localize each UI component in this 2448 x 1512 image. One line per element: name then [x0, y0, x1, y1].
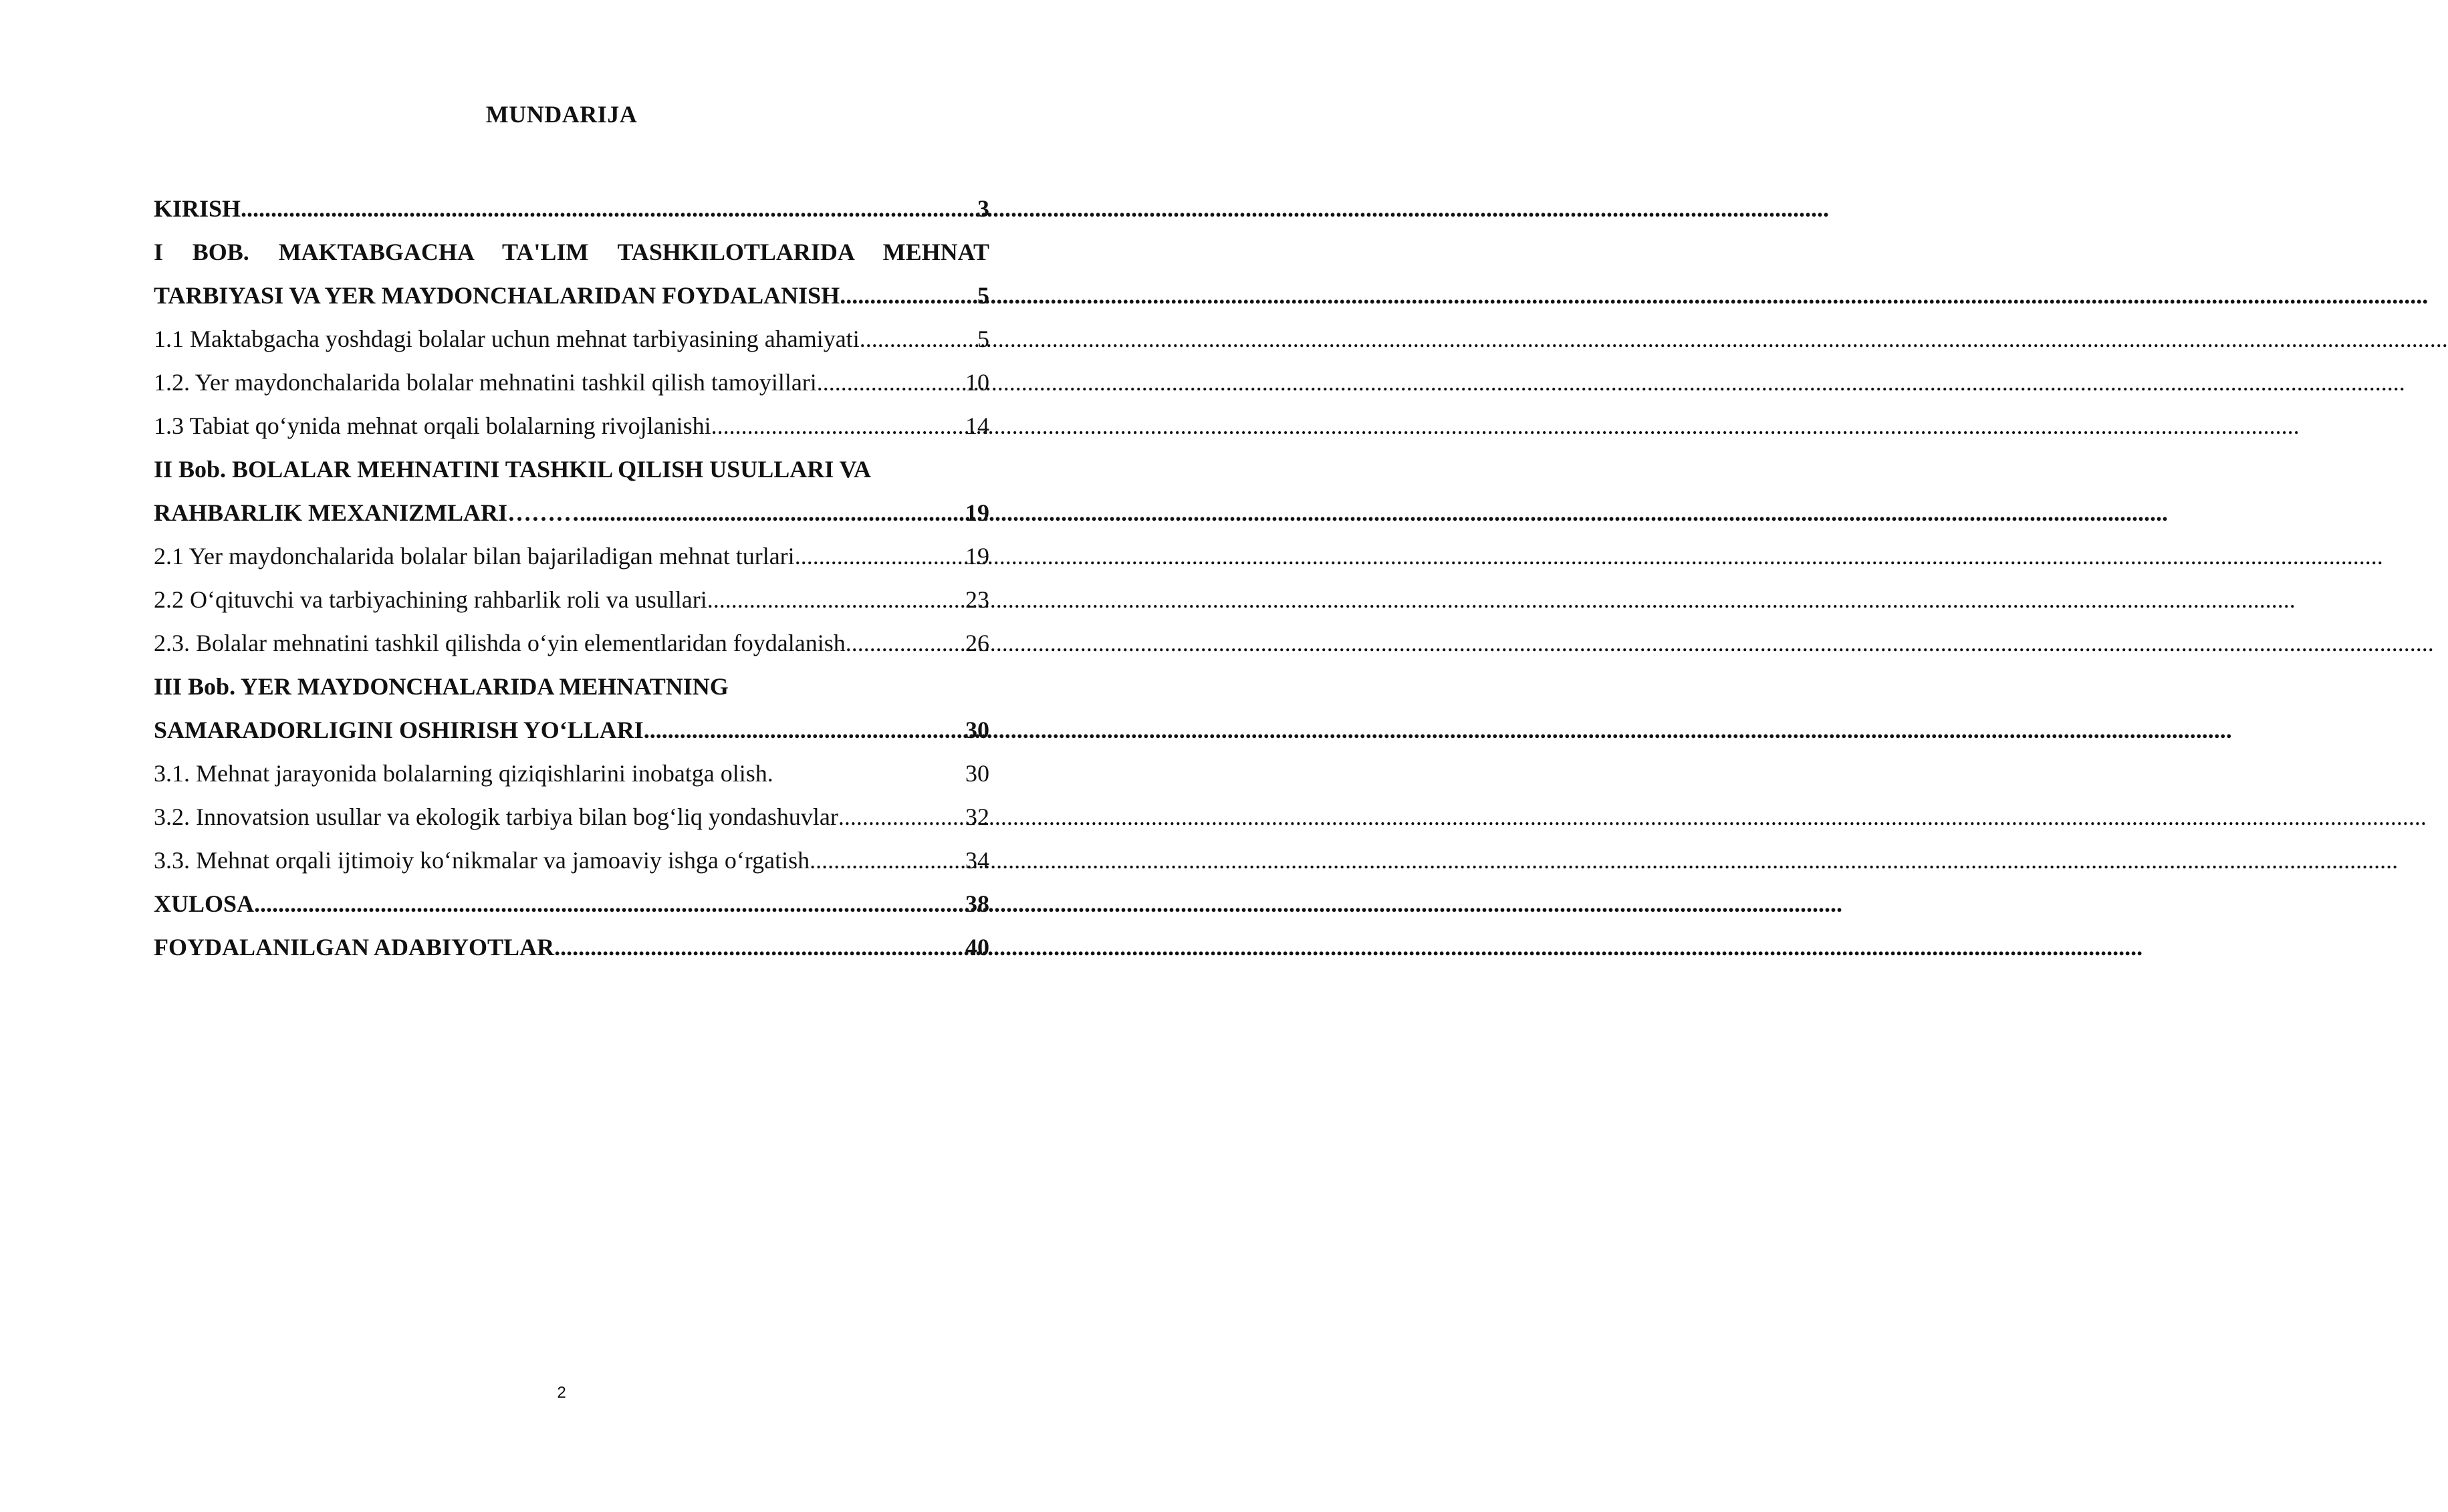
toc-entry-bob2-line2[interactable] — [154, 491, 989, 535]
dot-leader — [860, 318, 971, 361]
toc-page-number: 19 — [965, 543, 989, 570]
toc-page-number: 38 — [965, 890, 989, 917]
toc-page-number: 34 — [965, 847, 989, 874]
document-page — [0, 0, 1070, 1512]
toc-page-number: 30 — [965, 717, 989, 743]
dot-leader — [810, 839, 959, 882]
toc-entry-bob2-line1[interactable] — [154, 448, 989, 491]
toc-entry-label: 1.3 Tabiat qo‘ynida mehnat orqali bolalarning rivojlanishi — [154, 412, 711, 439]
toc-entry-kirish[interactable] — [154, 187, 989, 231]
toc-entry-3-3[interactable] — [154, 839, 989, 882]
toc-page-number: 40 — [965, 934, 989, 961]
toc-entry-label: 2.2 O‘qituvchi va tarbiyachining rahbarlik roli va usullari — [154, 586, 707, 613]
table-of-contents — [154, 187, 989, 969]
dot-leader — [711, 404, 959, 448]
dot-leader — [707, 578, 959, 622]
toc-entry-label: 1.2. Yer maydonchalarida bolalar mehnatini tashkil qilish tamoyillari — [154, 369, 817, 396]
toc-entry-label: 3.2. Innovatsion usullar va ekologik tarbiya bilan bog‘liq yondashuvlar — [154, 803, 838, 830]
toc-page-number: 10 — [965, 369, 989, 396]
toc-entry-label: SAMARADORLIGINI OSHIRISH YO‘LLARI — [154, 717, 644, 743]
toc-entry-label: 2.1 Yer maydonchalarida bolalar bilan bajariladigan mehnat turlari — [154, 543, 795, 570]
toc-entry-1-3[interactable] — [154, 404, 989, 448]
toc-entry-2-2[interactable] — [154, 578, 989, 622]
toc-entry-label: I BOB. MAKTABGACHA TA'LIM TASHKILOTLARIDA MEHNAT — [154, 239, 989, 265]
toc-entry-2-3[interactable] — [154, 622, 989, 665]
toc-entry-label: 1.1 Maktabgacha yoshdagi bolalar uchun mehnat tarbiyasining ahamiyati — [154, 326, 860, 352]
toc-page-number: 3 — [977, 195, 989, 222]
toc-entry-label: III Bob. YER MAYDONCHALARIDA MEHNATNING — [154, 673, 729, 700]
dot-leader — [554, 926, 959, 969]
dot-leader — [817, 361, 959, 404]
toc-entry-bob3-line1[interactable] — [154, 665, 989, 709]
dot-leader — [241, 187, 971, 231]
toc-entry-label: FOYDALANILGAN ADABIYOTLAR — [154, 934, 555, 961]
toc-page-number: 26 — [965, 630, 989, 656]
dot-leader — [838, 795, 959, 839]
toc-entry-bob3-line2[interactable] — [154, 709, 989, 752]
toc-entry-xulosa[interactable] — [154, 882, 989, 926]
toc-page-number: 14 — [965, 412, 989, 439]
dot-leader — [846, 622, 959, 665]
toc-entry-bob1-line1[interactable] — [154, 231, 989, 274]
toc-page-number: 30 — [965, 760, 989, 787]
toc-entry-3-1[interactable] — [154, 752, 989, 795]
page-title: MUNDARIJA — [485, 101, 638, 128]
toc-entry-label: 3.1. Mehnat jarayonida bolalarning qiziqishlarini inobatga olish. — [154, 760, 773, 787]
toc-entry-label: 2.3. Bolalar mehnatini tashkil qilishda o‘yin elementlaridan foydalanish — [154, 630, 846, 656]
toc-entry-label: KIRISH — [154, 195, 241, 222]
toc-page-number: 5 — [977, 326, 989, 352]
dot-leader — [795, 535, 959, 578]
toc-entry-label: II Bob. BOLALAR MEHNATINI TASHKIL QILISH USULLARI VA — [154, 456, 871, 483]
toc-page-number: 19 — [965, 499, 989, 526]
toc-entry-label: 3.3. Mehnat orqali ijtimoiy ko‘nikmalar va jamoaviy ishga o‘rgatish — [154, 847, 810, 874]
page-number: 2 — [557, 1384, 566, 1402]
toc-entry-bob1-line2[interactable] — [154, 274, 989, 318]
dot-leader — [254, 882, 959, 926]
toc-entry-3-2[interactable] — [154, 795, 989, 839]
toc-entry-label: XULOSA — [154, 890, 255, 917]
toc-page-number: 32 — [965, 803, 989, 830]
toc-entry-adabiyotlar[interactable] — [154, 926, 989, 969]
dot-leader — [644, 709, 959, 752]
toc-entry-2-1[interactable] — [154, 535, 989, 578]
toc-entry-label: TARBIYASI VA YER MAYDONCHALARIDAN FOYDALANISH — [154, 282, 840, 309]
toc-page-number: 23 — [965, 586, 989, 613]
dot-leader — [580, 491, 959, 535]
toc-entry-1-2[interactable] — [154, 361, 989, 404]
dot-leader — [840, 274, 971, 318]
toc-entry-1-1[interactable] — [154, 318, 989, 361]
toc-page-number: 5 — [977, 282, 989, 309]
toc-entry-label: RAHBARLIK MEXANIZMLARI……… — [154, 499, 580, 526]
